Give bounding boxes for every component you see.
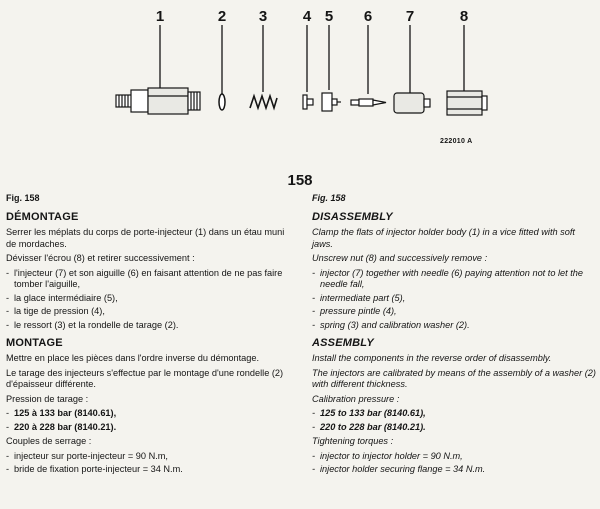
spring-drawing <box>250 96 277 108</box>
disassembly-heading-en: DISASSEMBLY <box>312 211 393 223</box>
exploded-view-figure <box>0 0 600 160</box>
pressure-list-fr <box>6 408 292 433</box>
part-number-5: 5 <box>324 8 334 25</box>
clamp-instruction-fr: Serrer les méplats du corps de porte-injecteur (1) dans un étau muni de mordaches. <box>6 227 285 249</box>
page-number: 158 <box>287 172 313 189</box>
list-item: - injecteur sur porte-injecteur = 90 N.m, <box>6 450 168 461</box>
assembly-heading-en: ASSEMBLY <box>312 337 374 349</box>
list-item: - 125 à 133 bar (8140.61), <box>6 408 117 418</box>
list-item: - le ressort (3) et la rondelle de tarage (2). <box>6 319 179 330</box>
pressure-label-en: Calibration pressure : <box>312 393 400 404</box>
clamp-instruction-en: Clamp the flats of injector holder body (1) in a vice fitted with soft jaws. <box>312 227 575 249</box>
list-item: - intermediate part (5), <box>312 292 406 303</box>
list-item: - injector (7) together with needle (6) paying attention not to let the needle fall, <box>312 267 584 289</box>
torque-list-fr <box>6 451 292 476</box>
removal-list-fr <box>6 268 292 332</box>
list-item: - injector holder securing flange = 34 N.m. <box>312 464 486 474</box>
list-item: - 220 to 228 bar (8140.21). <box>312 421 426 432</box>
calibration-washer-drawing <box>219 94 225 110</box>
assembly-heading-fr: MONTAGE <box>6 337 63 349</box>
needle-drawing <box>351 99 386 106</box>
part-number-3: 3 <box>258 8 268 25</box>
list-item: - la glace intermédiaire (5), <box>6 292 118 303</box>
reverse-order-note-fr: Mettre en place les pièces dans l'ordre inverse du démontage. <box>6 353 260 363</box>
part-number-4: 4 <box>302 8 312 25</box>
english-column <box>312 193 598 479</box>
part-number-2: 2 <box>217 8 227 25</box>
calibration-note-en: The injectors are calibrated by means of the assembly of a washer (2) with different thickness. <box>312 367 596 389</box>
french-column <box>6 193 292 479</box>
torque-label-en: Tightening torques : <box>312 436 394 446</box>
intermediate-part-drawing <box>322 93 341 111</box>
fig-label-fr: Fig. 158 <box>6 193 40 203</box>
part-number-1: 1 <box>155 8 165 25</box>
part-number-6: 6 <box>363 8 373 25</box>
list-item: - 125 to 133 bar (8140.61), <box>312 408 426 418</box>
figure-reference-code: 222010 A <box>440 138 473 145</box>
injector-drawing <box>394 93 430 113</box>
list-item: - injector to injector holder = 90 N.m, <box>312 450 463 461</box>
part-number-8: 8 <box>459 8 469 25</box>
list-item: - la tige de pression (4), <box>6 306 105 316</box>
unscrew-instruction-fr: Dévisser l'écrou (8) et retirer successivement : <box>6 253 195 263</box>
fig-label-en: Fig. 158 <box>312 193 346 203</box>
torque-label-fr: Couples de serrage : <box>6 436 92 446</box>
pressure-pintle-drawing <box>303 95 313 109</box>
disassembly-heading-fr: DÉMONTAGE <box>6 211 79 223</box>
reverse-order-note-en: Install the components in the reverse order of disassembly. <box>312 353 552 363</box>
pressure-label-fr: Pression de tarage : <box>6 393 89 404</box>
pressure-list-en <box>312 408 598 433</box>
list-item: - l'injecteur (7) et son aiguille (6) en faisant attention de ne pas faire tomber l'aiguille, <box>6 267 283 289</box>
list-item: - pressure pintle (4), <box>312 306 397 316</box>
removal-list-en <box>312 268 598 332</box>
torque-list-en <box>312 451 598 476</box>
calibration-note-fr: Le tarage des injecteurs s'effectue par le montage d'une rondelle (2) d'épaisseur différente. <box>6 367 284 389</box>
unscrew-instruction-en: Unscrew nut (8) and successively remove : <box>312 253 488 263</box>
list-item: - bride de fixation porte-injecteur = 34 N.m. <box>6 464 183 474</box>
nut-drawing <box>447 91 487 115</box>
list-item: - spring (3) and calibration washer (2). <box>312 319 470 330</box>
injector-holder-body-drawing <box>116 88 200 114</box>
part-number-7: 7 <box>405 8 415 25</box>
list-item: - 220 à 228 bar (8140.21). <box>6 421 117 432</box>
